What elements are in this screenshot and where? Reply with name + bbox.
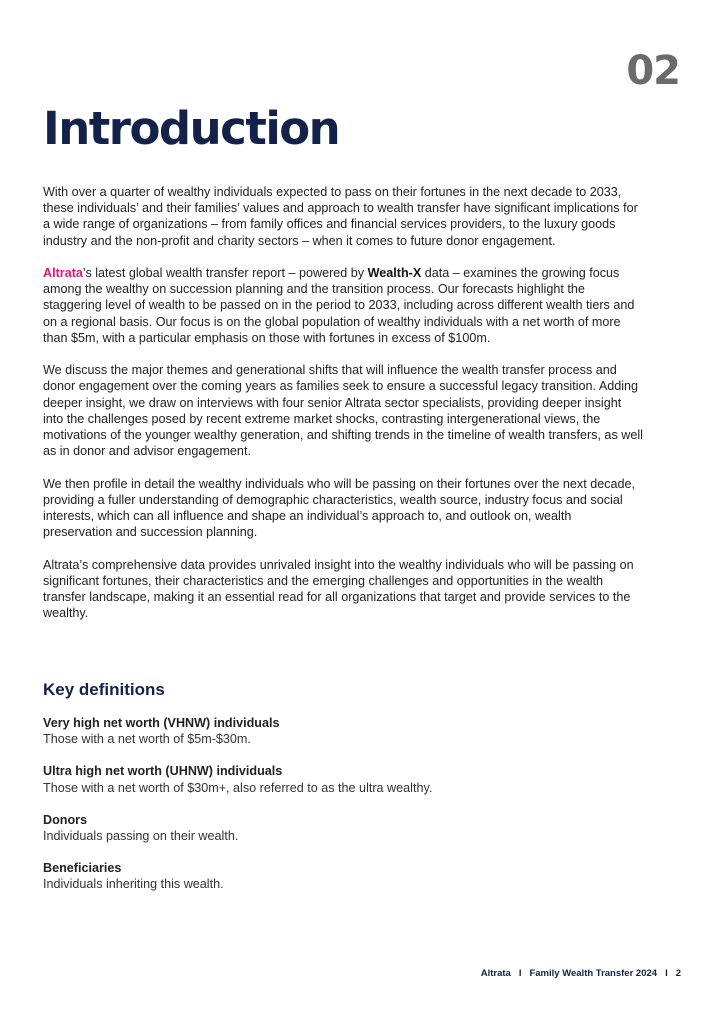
definition-item [43, 715, 643, 747]
intro-paragraph-2-text-b: data – examines the growing focus among the wealthy on succession planning and the transition process. Our forecasts highlight the staggering level of wealth to be passed on in the period to 2033, including across different wealth tiers and on a regional basis. Our focus is on the global population of wealthy individuals with a net worth of more than $5m, with a particular emphasis on those with fortunes in excess of $100m. [43, 266, 635, 345]
definition-item [43, 812, 643, 844]
footer-separator: I [665, 968, 668, 979]
definition-item [43, 860, 643, 892]
data-source-name: Wealth-X [367, 266, 422, 280]
section-number: 02 [626, 48, 680, 94]
definition-description: Those with a net worth of $30m+, also referred to as the ultra wealthy. [43, 780, 433, 795]
intro-paragraph-1: With over a quarter of wealthy individuals expected to pass on their fortunes in the next decade to 2033, these individuals’ and their families’ values and approach to wealth transfer have significant implications for a wide range of organizations – from family offices and financial services providers, to the luxury goods industry and the non-profit and charity sectors – when it comes to future donor engagement. [43, 185, 638, 248]
definition-description: Individuals passing on their wealth. [43, 829, 239, 844]
definition-term: Very high net worth (VHNW) individuals [43, 716, 280, 730]
definition-term: Donors [43, 812, 88, 827]
intro-paragraph-2 [43, 265, 643, 346]
intro-paragraph-2-text-a: ’s latest global wealth transfer report – powered by [82, 266, 368, 280]
intro-paragraph-3: We discuss the major themes and generational shifts that will influence the wealth transfer process and donor engagement over the coming years as families seek to ensure a successful legacy transition. Adding deeper insight, we draw on interviews with four senior Altrata sector specialists, providing deeper insight into the challenges posed by recent extreme market shocks, contrasting intergenerational views, the motivations of the younger wealthy generation, and shifting trends in the timeline of wealth transfers, as well as in donor and advisor engagement. [43, 363, 643, 459]
definition-description: Those with a net worth of $5m-$30m. [43, 732, 251, 747]
page-title: Introduction [43, 102, 340, 155]
page-footer [481, 968, 681, 979]
intro-paragraph-5: Altrata’s comprehensive data provides unrivaled insight into the wealthy individuals who will be passing on significant fortunes, their characteristics and the emerging challenges and opportunities in the wealth transfer landscape, making it an essential read for all organizations that target and provide services to the wealthy. [43, 557, 634, 621]
brand-name: Altrata [43, 266, 83, 280]
footer-brand: Altrata [480, 968, 511, 979]
intro-paragraph-4: We then profile in detail the wealthy individuals who will be passing on their fortunes over the next decade, providing a fuller understanding of demographic characteristics, wealth source, industry focus and social interests, which can all influence and shape an individual’s approach to, and outlook on, wealth preservation and succession planning. [43, 476, 636, 540]
footer-separator: I [518, 968, 522, 979]
definition-term: Beneficiaries [43, 861, 122, 876]
definition-description: Individuals inheriting this wealth. [43, 877, 224, 892]
definitions-list [43, 715, 643, 909]
definition-item [43, 763, 643, 795]
definitions-heading: Key definitions [43, 680, 165, 699]
footer-page-number: 2 [675, 968, 681, 979]
footer-report-title: Family Wealth Transfer 2024 [529, 968, 658, 979]
intro-body [43, 184, 643, 638]
definition-term: Ultra high net worth (UHNW) individuals [43, 764, 283, 779]
